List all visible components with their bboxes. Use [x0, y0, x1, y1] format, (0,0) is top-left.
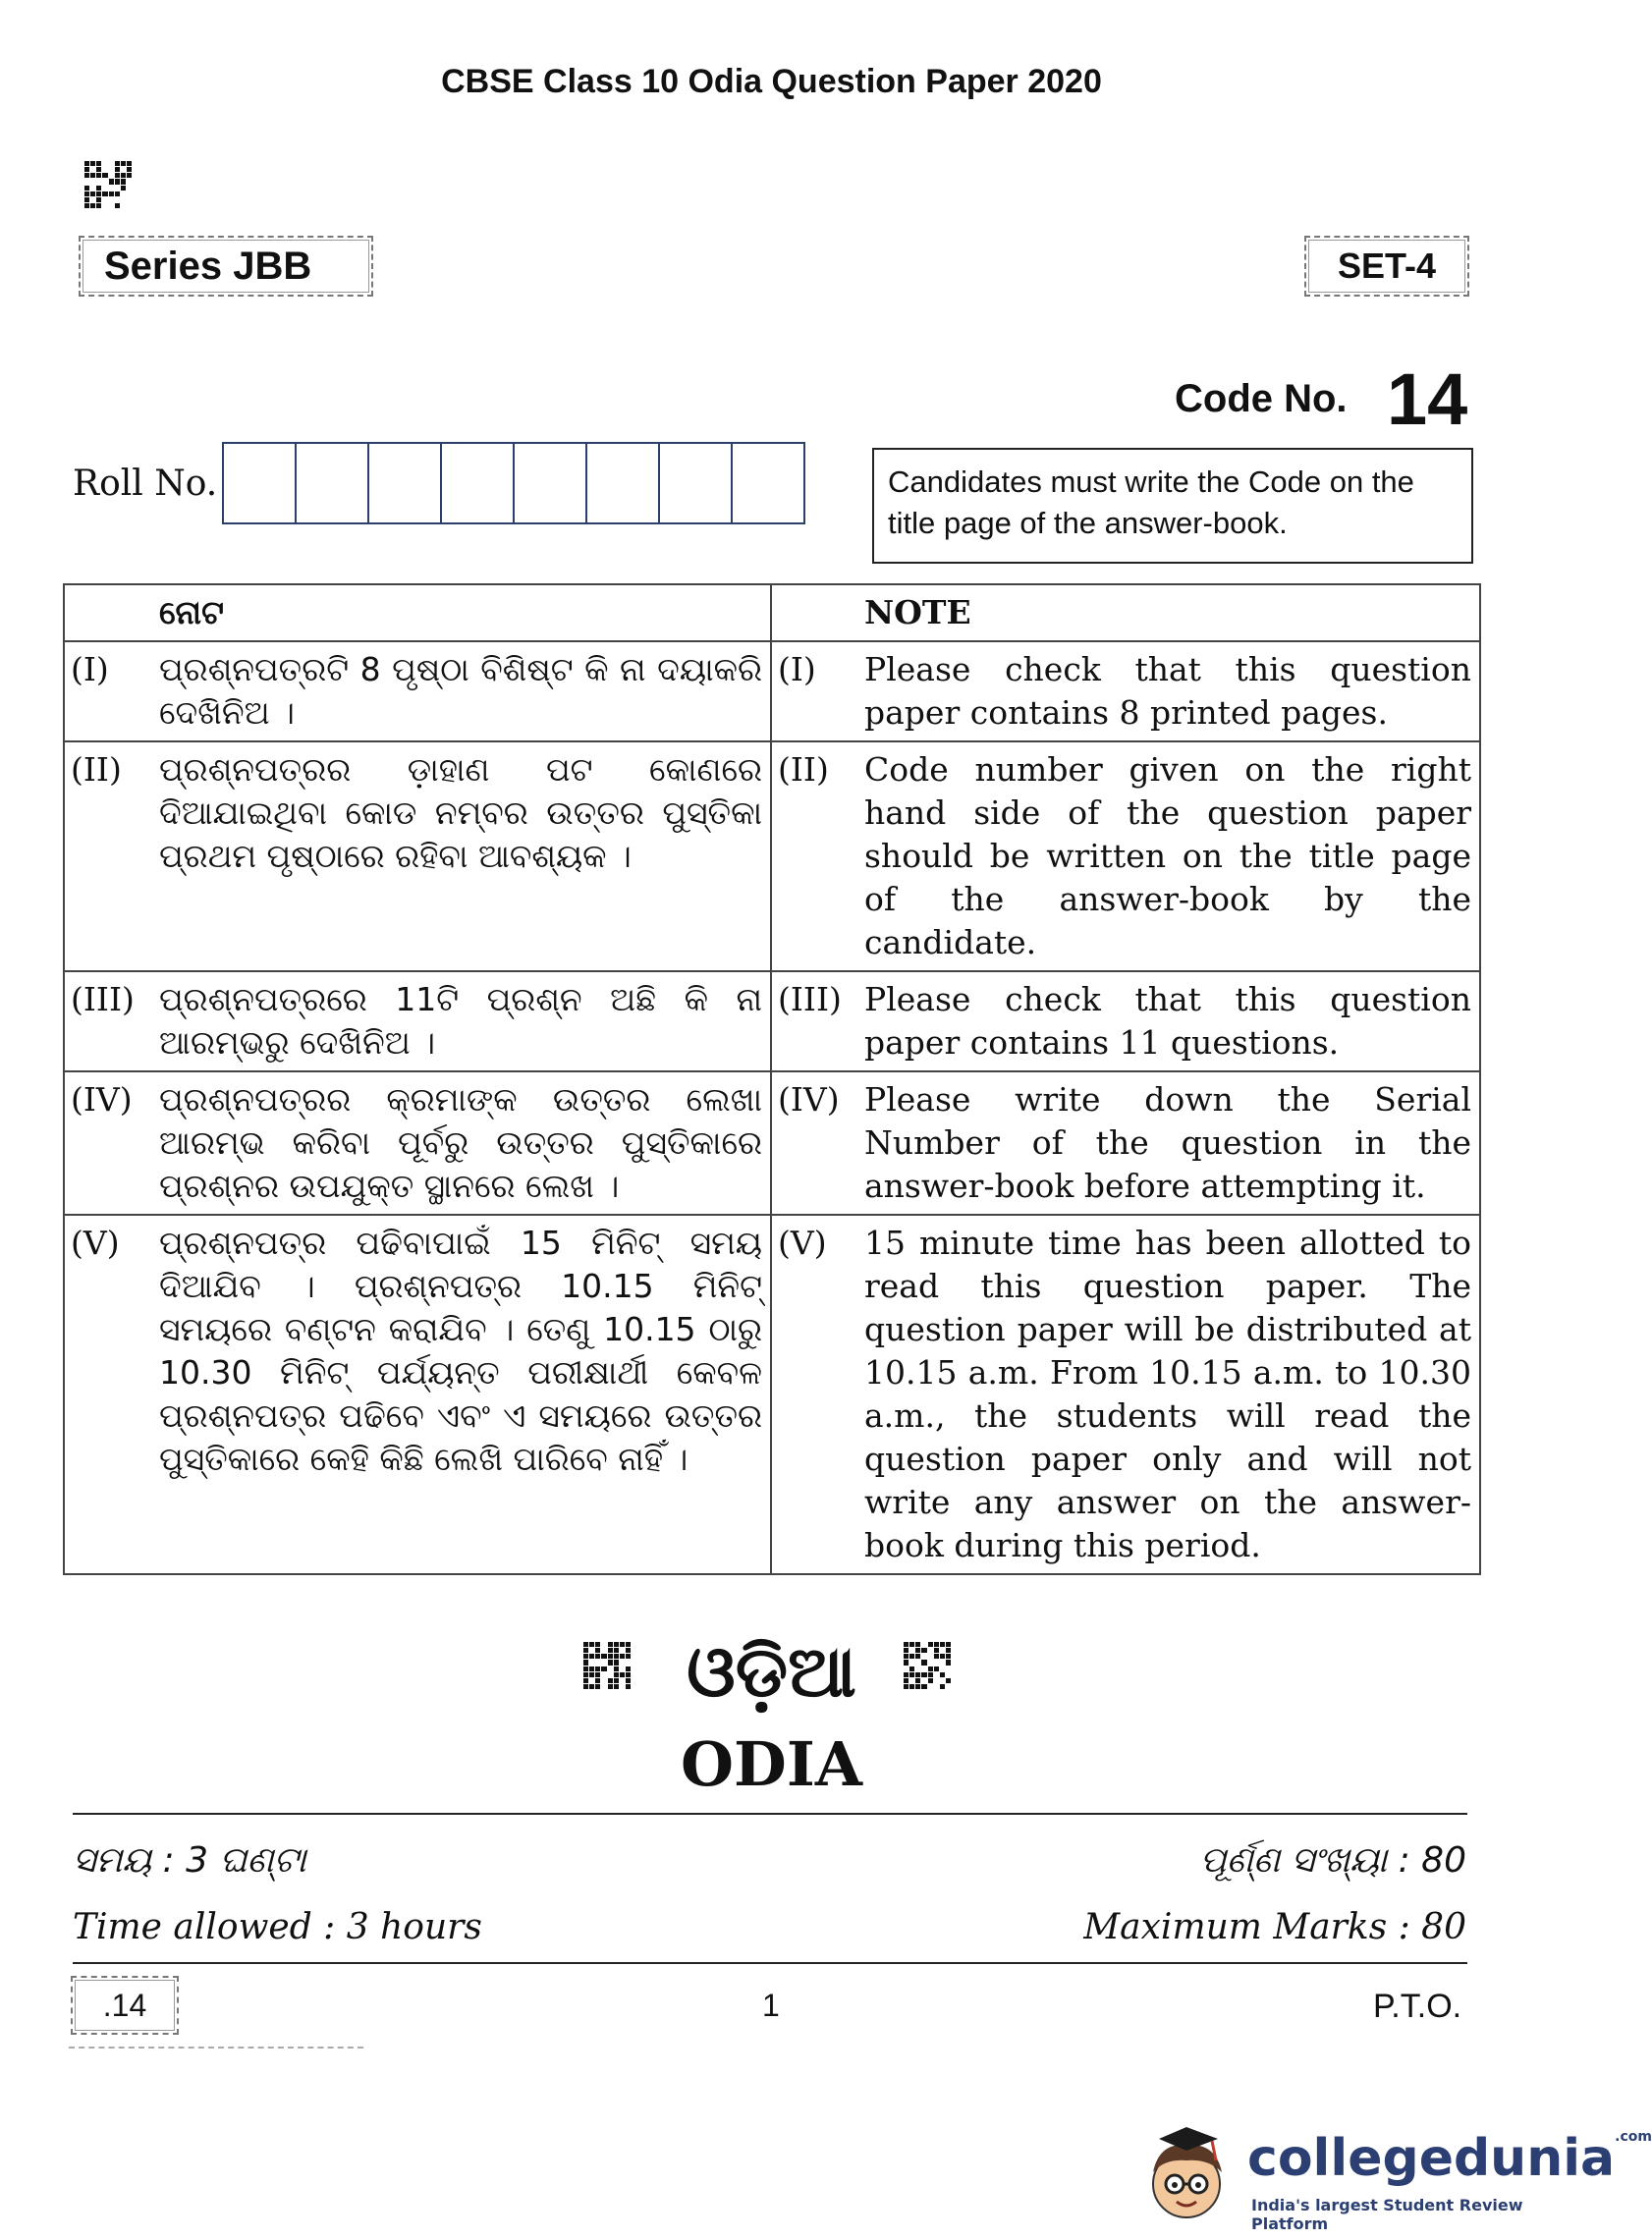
subject-title-english: ODIA: [681, 1728, 862, 1800]
table-row: [64, 1071, 1480, 1215]
divider: [69, 2047, 363, 2049]
note-odia-text: ପ୍ରଶ୍ନପତ୍ରର କ୍ରମାଙ୍କ ଉତ୍ତର ଲେଖା ଆରମ୍ଭ କରିବା ପୂର୍ବରୁ ଉତ୍ତର ପୁସ୍ତିକାରେ ପ୍ରଶ୍ନର ଉପଯୁକ୍ତ ସ୍ଥାନରେ ଲେଖ ।: [159, 1080, 762, 1205]
collegedunia-logo: [1139, 2121, 1652, 2233]
note-english-text: Code number given on the right hand side of the question paper should be written on the title page of the answer-book by the candidate.: [864, 750, 1471, 961]
note-english-text: 15 minute time has been allotted to read this question paper. The question paper will be distributed at 10.15 a.m. From 10.15 a.m. to 10.30 a.m., the students will read the question paper only and will not write any answer on the answer-book during this period.: [864, 1224, 1471, 1564]
brand-name: [1247, 2129, 1652, 2188]
roll-number-box[interactable]: [369, 444, 442, 522]
page-title: CBSE Class 10 Odia Question Paper 2020: [441, 63, 1102, 100]
note-number: (I): [71, 650, 109, 688]
note-number: (II): [778, 750, 829, 789]
roll-number-box[interactable]: [297, 444, 369, 522]
note-number: (IV): [71, 1080, 133, 1119]
note-english-text: Please write down the Serial Number of the question in the answer-book before attempting it.: [864, 1080, 1471, 1205]
divider: [73, 1962, 1467, 1964]
marks-odia: ପୂର୍ଣ୍ଣ ସଂଖ୍ୟା : 80: [1199, 1840, 1466, 1881]
roll-number-box[interactable]: [442, 444, 515, 522]
footer-code-box: .14: [71, 1976, 179, 2035]
note-odia-text: ପ୍ରଶ୍ନପତ୍ରଟି 8 ପୃଷ୍ଠା ବିଶିଷ୍ଟ କି ନା ଦୟାକରି ଦେଖିନିଅ ।: [159, 650, 762, 732]
code-number: 14: [1387, 358, 1468, 440]
notes-table: [63, 583, 1481, 1575]
table-row: [64, 1215, 1480, 1574]
note-english-text: Please check that this question paper contains 8 printed pages.: [864, 650, 1471, 732]
note-number: (III): [71, 980, 135, 1018]
note-odia-text: ପ୍ରଶ୍ନପତ୍ର ପଢିବାପାଇଁ 15 ମିନିଟ୍ ସମୟ ଦିଆଯିବ । ପ୍ରଶ୍ନପତ୍ର 10.15 ମିନିଟ୍ ସମୟରେ ବଣ୍ଟନ କରାଯିବ । ତେଣୁ 10.15 ଠାରୁ 10.30 ମିନିଟ୍ ପର୍ଯ୍ୟନ୍ତ ପରୀକ୍ଷାର୍ଥୀ କେବଳ ପ୍ରଶ୍ନପତ୍ର ପଢିବେ ଏବଂ ଏ ସମୟରେ ଉତ୍ତର ପୁସ୍ତିକାରେ କେହି କିଛି ଲେଖି ପାରିବେ ନାହିଁ ।: [159, 1224, 762, 1478]
mascot-icon: [1139, 2121, 1238, 2229]
roll-number-label: Roll No.: [73, 464, 218, 504]
time-allowed: Time allowed : 3 hours: [73, 1907, 482, 1947]
roll-number-boxes[interactable]: [222, 442, 805, 524]
note-number: (III): [778, 980, 842, 1018]
table-row: [64, 741, 1480, 971]
qr-code-icon: [904, 1642, 951, 1689]
note-number: (I): [778, 650, 816, 688]
qr-code-icon: [84, 161, 132, 208]
table-row: [64, 641, 1480, 741]
time-odia: ସମୟ : 3 ଘଣ୍ଟା: [73, 1840, 306, 1881]
brand-name-text: collegedunia: [1247, 2129, 1616, 2188]
table-row: [64, 971, 1480, 1071]
page-number: 1: [762, 1988, 780, 2023]
notes-header-row: [64, 584, 1480, 641]
notes-heading-en: [771, 584, 1480, 641]
set-label: SET-4: [1304, 236, 1469, 297]
note-number: (V): [71, 1224, 120, 1262]
notes-heading-en-text: NOTE: [864, 593, 971, 631]
roll-number-box[interactable]: [733, 444, 803, 522]
note-number: (IV): [778, 1080, 840, 1119]
code-label: Code No.: [1175, 377, 1348, 420]
roll-number-box[interactable]: [587, 444, 660, 522]
roll-number-box[interactable]: [660, 444, 733, 522]
brand-suffix: .com: [1615, 2129, 1652, 2145]
note-number: (II): [71, 750, 122, 789]
pto-label: P.T.O.: [1373, 1988, 1462, 2025]
brand-tagline: India's largest Student Review Platform: [1251, 2196, 1523, 2233]
notes-heading-odia-text: ନୋଟ: [159, 593, 224, 631]
series-label: Series JBB: [79, 236, 373, 297]
note-odia-text: ପ୍ରଶ୍ନପତ୍ରର ଡ଼ାହାଣ ପଟ କୋଣରେ ଦିଆଯାଇଥିବା କୋଡ ନମ୍ବର ଉତ୍ତର ପୁସ୍ତିକା ପ୍ରଥମ ପୃଷ୍ଠାରେ ରହିବା ଆବଶ୍ୟକ ।: [159, 750, 762, 875]
notes-heading-odia: [64, 584, 771, 641]
divider: [73, 1813, 1467, 1815]
roll-number-box[interactable]: [515, 444, 587, 522]
note-odia-text: ପ୍ରଶ୍ନପତ୍ରରେ 11ଟି ପ୍ରଶ୍ନ ଅଛି କି ନା ଆରମ୍ଭରୁ ଦେଖିନିଅ ।: [159, 980, 762, 1062]
note-number: (V): [778, 1224, 827, 1262]
subject-title-odia: ଓଡ଼ିଆ: [687, 1630, 856, 1713]
roll-number-box[interactable]: [224, 444, 297, 522]
maximum-marks: Maximum Marks : 80: [1083, 1907, 1466, 1947]
candidate-instruction-box: Candidates must write the Code on the title page of the answer-book.: [872, 448, 1473, 564]
note-english-text: Please check that this question paper contains 11 questions.: [864, 980, 1471, 1062]
